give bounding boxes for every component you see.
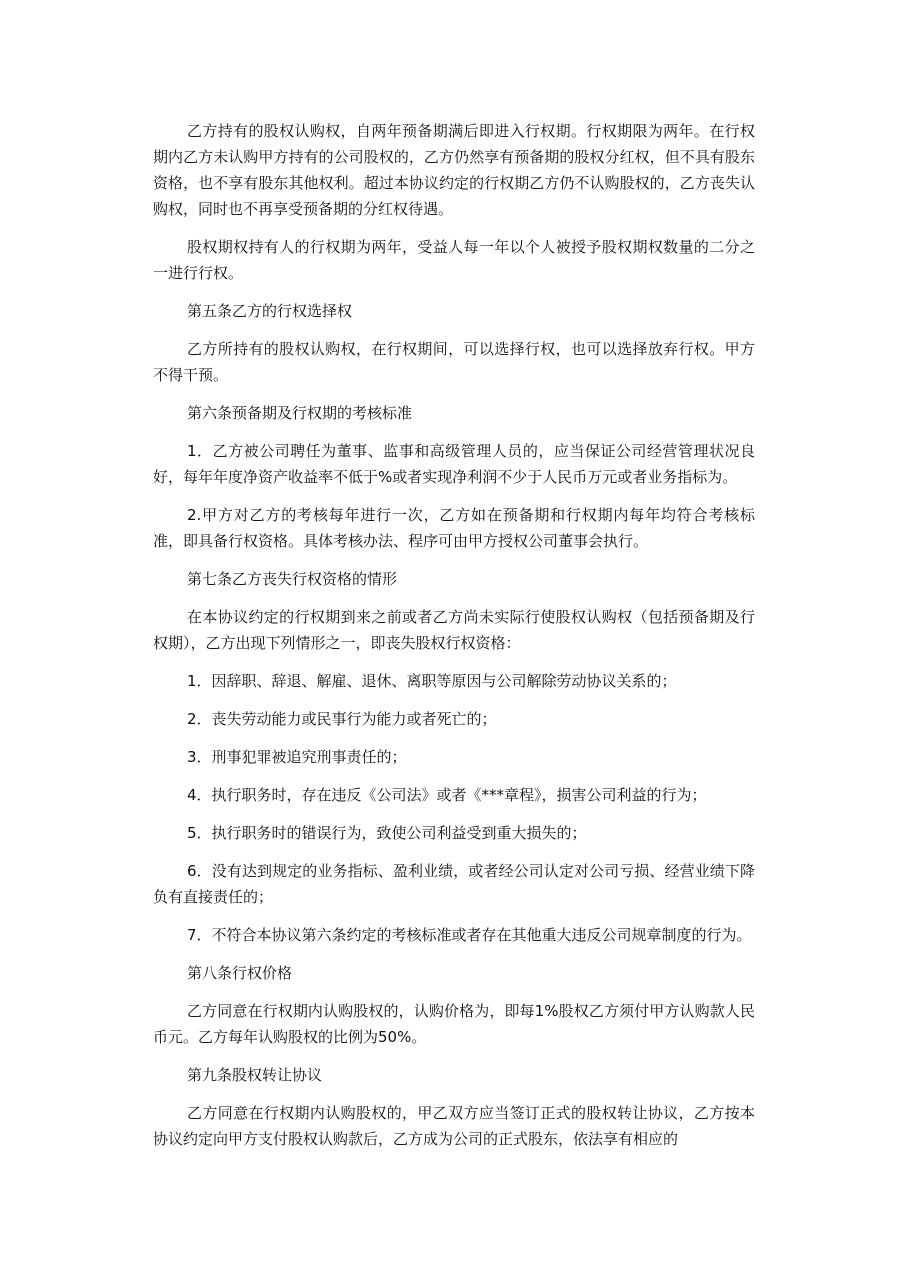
paragraph-article-6-item-2: 2.甲方对乙方的考核每年进行一次，乙方如在预备期和行权期内每年均符合考核标准，即具备行权资格。具体考核办法、程序可由甲方授权公司董事会执行。 [153,506,755,550]
heading-article-9: 第九条股权转让协议 [187,1066,323,1084]
paragraph-article-7-item-5: 5．执行职务时的错误行为，致使公司利益受到重大损失的； [187,824,587,842]
paragraph-article-7-item-1: 1．因辞职、辞退、解雇、退休、离职等原因与公司解除劳动协议关系的； [187,672,677,690]
paragraph-article-7-item-4: 4．执行职务时，存在违反《公司法》或者《***章程》，损害公司利益的行为； [187,786,707,804]
heading-article-6: 第六条预备期及行权期的考核标准 [187,404,413,422]
paragraph-exercise-period: 乙方持有的股权认购权，自两年预备期满后即进入行权期。行权期限为两年。在行权期内乙方未认购甲方持有的公司股权的，乙方仍然享有预备期的股权分红权，但不具有股东资格，也不享有股东其他权利。超过本协议约定的行权期乙方仍不认购股权的，乙方丧失认购权，同时也不再享受预备期的分红权待遇。 [153,122,755,218]
paragraph-article-8-body: 乙方同意在行权期内认购股权的，认购价格为，即每1%股权乙方须付甲方认购款人民币元。乙方每年认购股权的比例为50%。 [153,1002,755,1046]
paragraph-article-7-item-7: 7．不符合本协议第六条约定的考核标准或者存在其他重大违反公司规章制度的行为。 [187,926,752,944]
paragraph-article-7-item-2: 2．丧失劳动能力或民事行为能力或者死亡的； [187,710,497,728]
document-body [153,118,755,1152]
paragraph-article-7-item-3: 3．刑事犯罪被追究刑事责任的； [187,748,407,766]
heading-article-5: 第五条乙方的行权选择权 [187,302,353,320]
paragraph-exercise-duration: 股权期权持有人的行权期为两年，受益人每一年以个人被授予股权期权数量的二分之一进行行权。 [153,238,755,282]
heading-article-8: 第八条行权价格 [187,964,293,982]
heading-article-7: 第七条乙方丧失行权资格的情形 [187,570,398,588]
paragraph-article-6-item-1: 1．乙方被公司聘任为董事、监事和高级管理人员的，应当保证公司经营管理状况良好，每年年度净资产收益率不低于%或者实现净利润不少于人民币万元或者业务指标为。 [153,442,755,486]
paragraph-article-5-body: 乙方所持有的股权认购权，在行权期间，可以选择行权，也可以选择放弃行权。甲方不得干预。 [153,340,755,384]
paragraph-article-9-body: 乙方同意在行权期内认购股权的，甲乙双方应当签订正式的股权转让协议，乙方按本协议约定向甲方支付股权认购款后，乙方成为公司的正式股东，依法享有相应的 [153,1104,755,1148]
paragraph-article-7-intro: 在本协议约定的行权期到来之前或者乙方尚未实际行使股权认购权（包括预备期及行权期），乙方出现下列情形之一，即丧失股权行权资格： [153,608,755,652]
paragraph-article-7-item-6: 6．没有达到规定的业务指标、盈利业绩，或者经公司认定对公司亏损、经营业绩下降负有直接责任的； [153,862,755,906]
